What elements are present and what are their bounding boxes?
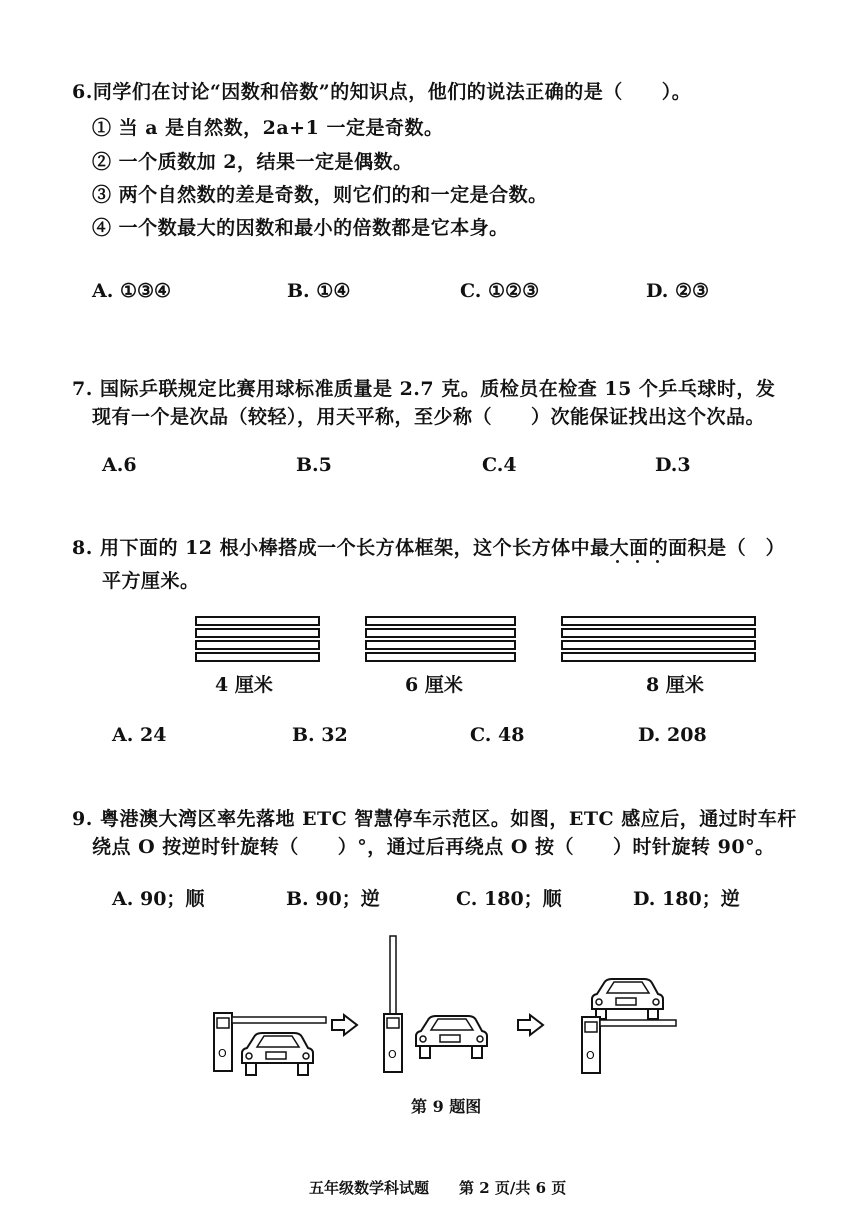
- q7-stem-line2: 现有一个是次品（较轻），用天平称，至少称（ ）次能保证找出这个次品。: [92, 406, 766, 428]
- gate-scene-2: [378, 934, 498, 1074]
- car-icon: [592, 979, 663, 1019]
- q8-option-a: A. 24: [112, 724, 167, 746]
- q9-option-c: C. 180；顺: [456, 888, 562, 910]
- q7-option-b: B.5: [296, 454, 332, 476]
- q9-option-b: B. 90；逆: [286, 888, 380, 910]
- q6-option-a: A. ①③④: [92, 280, 172, 302]
- q6-statement-2: ② 一个质数加 2，结果一定是偶数。: [92, 151, 413, 173]
- gate-scene-1: [212, 1005, 332, 1085]
- pivot-o-label: O: [586, 1049, 595, 1062]
- q6-statement-4: ④ 一个数最大的因数和最小的倍数都是它本身。: [92, 217, 509, 239]
- q7-option-d: D.3: [655, 454, 691, 476]
- q7-stem-line1: 7. 国际乒联规定比赛用球标准质量是 2.7 克。质检员在检查 15 个乒乓球时，发: [72, 378, 776, 400]
- q6-stem: 6.同学们在讨论“因数和倍数”的知识点，他们的说法正确的是（ ）。: [72, 81, 692, 103]
- q6-option-c: C. ①②③: [460, 280, 540, 302]
- arrow-right-icon: [330, 1013, 360, 1037]
- rod-label-4cm: 4 厘米: [215, 674, 273, 696]
- emphasis-dot: [656, 560, 659, 563]
- q6-option-d: D. ②③: [646, 280, 710, 302]
- arrow-right-icon: [516, 1013, 546, 1037]
- pivot-o-label: O: [388, 1048, 397, 1061]
- footer-subject: 五年级数学科试题: [309, 1179, 430, 1197]
- q7-option-c: C.4: [482, 454, 517, 476]
- pivot-o-label: O: [218, 1047, 227, 1060]
- q8-option-c: C. 48: [470, 724, 525, 746]
- q9-option-d: D. 180；逆: [633, 888, 740, 910]
- q9-option-a: A. 90；顺: [112, 888, 205, 910]
- rod-bundle-6cm: [365, 616, 517, 664]
- car-icon: [416, 1016, 487, 1058]
- q8-option-b: B. 32: [292, 724, 348, 746]
- q8-stem-line1: 8. 用下面的 12 根小棒搭成一个长方体框架，这个长方体中最大面的面积是（ ）: [72, 537, 786, 559]
- q9-stem-line2: 绕点 O 按逆时针旋转（ ）°，通过后再绕点 O 按（ ）时针旋转 90°。: [92, 836, 775, 858]
- gate-scene-3: [578, 955, 688, 1075]
- q6-statement-1: ① 当 a 是自然数，2a+1 一定是奇数。: [92, 117, 444, 139]
- q7-option-a: A.6: [102, 454, 137, 476]
- q8-option-d: D. 208: [638, 724, 707, 746]
- emphasis-dot: [636, 560, 639, 563]
- q8-stem-line2: 平方厘米。: [102, 570, 200, 592]
- q6-statement-3: ③ 两个自然数的差是奇数，则它们的和一定是合数。: [92, 184, 548, 206]
- emphasis-dot: [616, 560, 619, 563]
- q9-stem-line1: 9. 粤港澳大湾区率先落地 ETC 智慧停车示范区。如图，ETC 感应后，通过时车杆: [72, 808, 797, 830]
- rod-label-6cm: 6 厘米: [405, 674, 463, 696]
- q6-option-b: B. ①④: [287, 280, 351, 302]
- figure-caption: 第 9 题图: [411, 1097, 482, 1116]
- rod-bundle-4cm: [195, 616, 321, 664]
- rod-label-8cm: 8 厘米: [646, 674, 704, 696]
- rod-bundle-8cm: [561, 616, 757, 664]
- footer-page-number: 第 2 页/共 6 页: [459, 1179, 567, 1197]
- car-icon: [242, 1033, 313, 1075]
